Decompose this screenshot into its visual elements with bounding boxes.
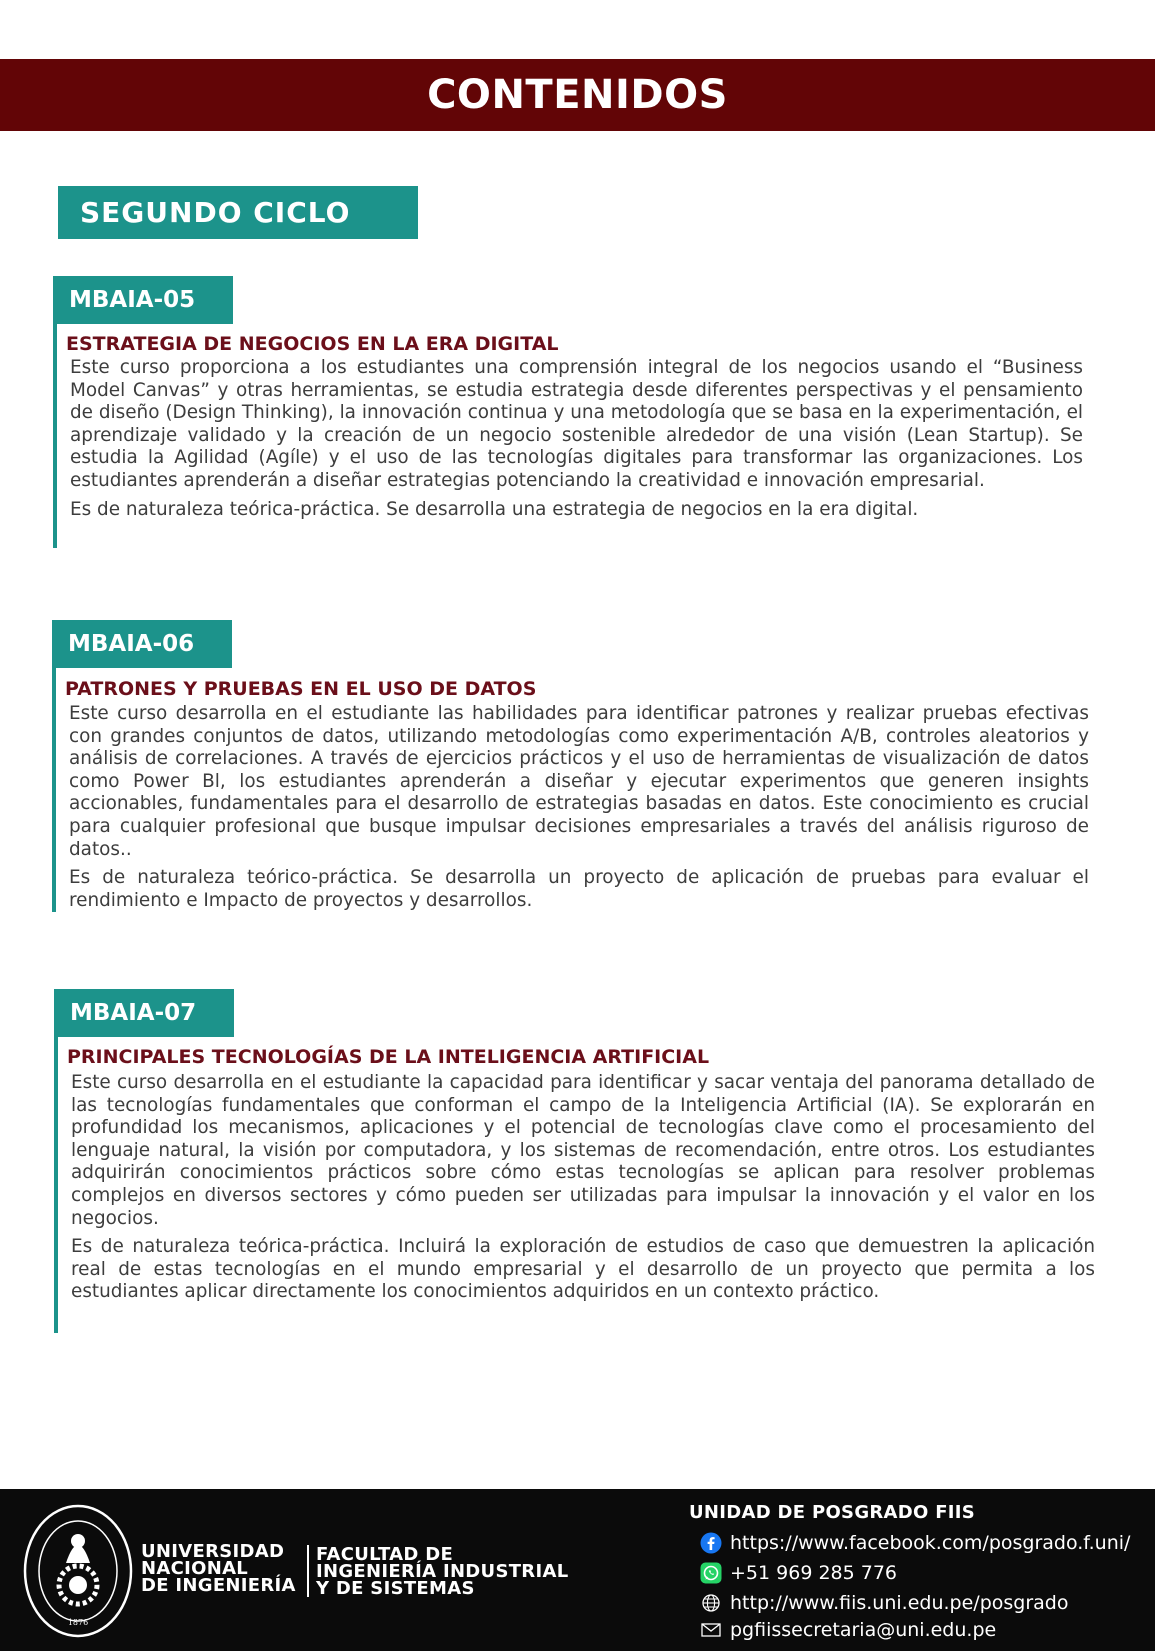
course-section [53, 276, 1083, 548]
footer [0, 1489, 1155, 1651]
whatsapp-icon [700, 1562, 722, 1584]
cycle-label: SEGUNDO CICLO [58, 186, 418, 239]
page-header-banner [0, 59, 1155, 131]
course-code: MBAIA-07 [54, 989, 234, 1037]
page-title: CONTENIDOS [427, 72, 728, 118]
email-contact[interactable] [700, 1619, 996, 1641]
whatsapp-number[interactable]: +51 969 285 776 [730, 1562, 898, 1584]
university-seal-logo [22, 1503, 134, 1640]
course-description [70, 357, 1083, 527]
course-paragraph: Este curso desarrolla en el estudiante la capacidad para identificar y sacar ventaja del panorama detallado de las tecnologías fundamentales que conforman el campo de la Inteligencia Artificial (IA). Se explorarán en profundidad los mecanismos, aplicaciones y el potencial de tecnologías clave como el procesamiento del lenguaje natural, la visión por computadora, y los sistemas de recomendación, entre otros. Los estudiantes adquirirán conocimientos prácticos sobre cómo estas tecnologías se aplican para resolver problemas complejos en diversos sectores y cómo pueden ser utilizadas para impulsar la innovación y el valor en los negocios. [71, 1072, 1095, 1229]
faculty-name: FACULTAD DE INGENIERÍA INDUSTRIAL Y DE SISTEMAS [316, 1544, 569, 1599]
web-contact[interactable] [700, 1592, 1068, 1614]
facebook-link[interactable]: https://www.facebook.com/posgrado.f.uni/ [730, 1532, 1131, 1554]
course-section [52, 620, 1090, 912]
mail-icon [700, 1619, 722, 1641]
course-section [54, 989, 1096, 1333]
email-link[interactable]: pgfiissecretaria@uni.edu.pe [730, 1619, 997, 1641]
unit-title: UNIDAD DE POSGRADO FIIS [689, 1502, 976, 1523]
course-title: ESTRATEGIA DE NEGOCIOS EN LA ERA DIGITAL [66, 333, 559, 355]
whatsapp-contact[interactable] [700, 1562, 897, 1584]
website-link[interactable]: http://www.fiis.uni.edu.pe/posgrado [730, 1592, 1069, 1614]
course-description [69, 703, 1089, 918]
course-paragraph: Es de naturaleza teórica-práctica. Incluirá la exploración de estudios de caso que demuestren la aplicación real de estas tecnologías en el mundo empresarial y el desarrollo de un proyecto que permita a los estudiantes aplicar directamente los conocimientos adquiridos en un contexto práctico. [71, 1236, 1095, 1303]
footer-divider [307, 1545, 309, 1597]
course-title: PATRONES Y PRUEBAS EN EL USO DE DATOS [65, 678, 537, 700]
course-paragraph: Este curso proporciona a los estudiantes una comprensión integral de los negocios usando el “Business Model Canvas” y otras herramientas, se estudia estrategia desde diferentes perspectivas y el pensamiento de diseño (Design Thinking), la innovación continua y una metodología que se basa en la experimentación, el aprendizaje validado y la creación de un negocio sostenible alrededor de una visión (Lean Startup). Se estudia la Agilidad (Agíle) y el uso de las tecnologías digitales para transformar las organizaciones. Los estudiantes aprenderán a diseñar estrategias potenciando la creatividad e innovación empresarial. [70, 357, 1083, 491]
course-description [71, 1072, 1095, 1310]
university-name: UNIVERSIDAD NACIONAL DE INGENIERÍA [141, 1541, 296, 1596]
svg-text:1876: 1876 [67, 1618, 89, 1627]
course-paragraph: Es de naturaleza teórico-práctica. Se desarrolla un proyecto de aplicación de pruebas para evaluar el rendimiento e Impacto de proyectos y desarrollos. [69, 867, 1089, 911]
facebook-contact[interactable] [700, 1532, 1130, 1554]
globe-icon [700, 1592, 722, 1614]
course-paragraph: Este curso desarrolla en el estudiante las habilidades para identificar patrones y realizar pruebas efectivas con grandes conjuntos de datos, utilizando metodologías como experimentación A/B, controles aleatorios y análisis de correlaciones. A través de ejercicios prácticos y el uso de herramientas de visualización de datos como Power Bl, los estudiantes aprenderán a diseñar y ejecutar experimentos que generen insights accionables, fundamentales para el desarrollo de estrategias basadas en datos. Este conocimiento es crucial para cualquier profesional que busque impulsar decisiones empresariales a través del análisis riguroso de datos.. [69, 703, 1089, 860]
course-title: PRINCIPALES TECNOLOGÍAS DE LA INTELIGENCIA ARTIFICIAL [67, 1046, 710, 1068]
facebook-icon [700, 1532, 722, 1554]
course-code: MBAIA-05 [53, 276, 233, 324]
course-paragraph: Es de naturaleza teórica-práctica. Se desarrolla una estrategia de negocios en la era digital. [70, 498, 919, 520]
course-accent-bar [54, 989, 58, 1333]
course-code: MBAIA-06 [52, 620, 232, 668]
